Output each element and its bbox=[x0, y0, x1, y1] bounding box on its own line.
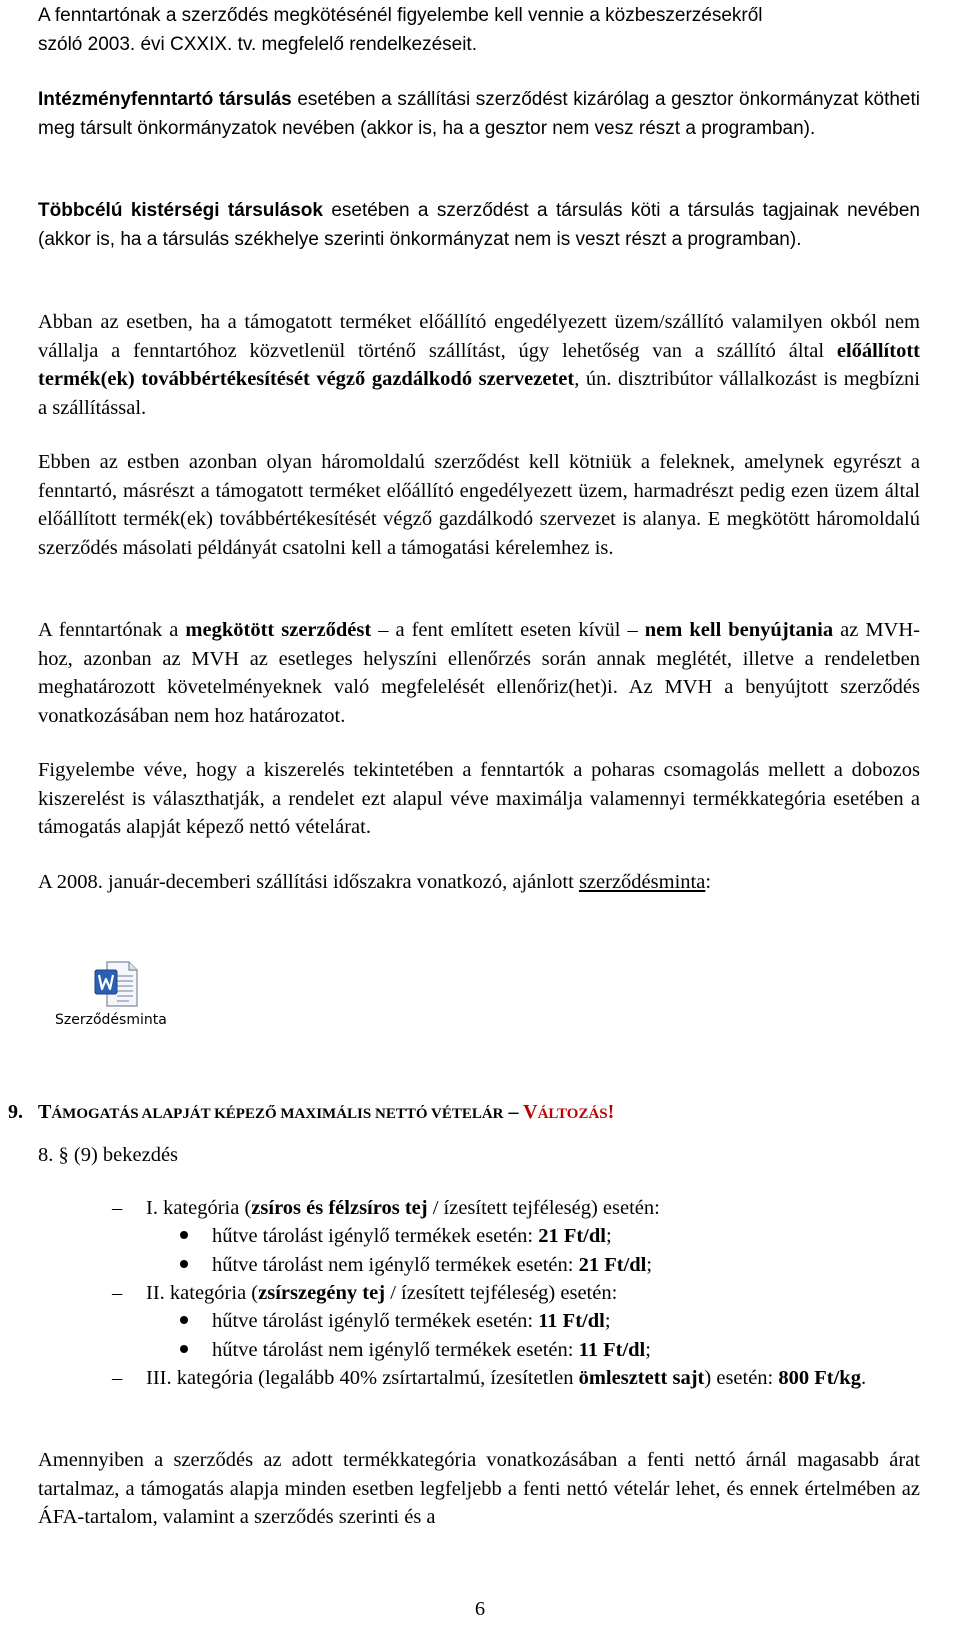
bullet-4-post: ; bbox=[645, 1339, 651, 1361]
category-3-pre: III. kategória (legalább 40% zsírtartalmú, ízesítetlen bbox=[146, 1367, 579, 1389]
category-2-bold: zsírszegény tej bbox=[258, 1282, 386, 1304]
p4-text2: , ún. disztribútor vállalkozást is megbízni a szállítással. bbox=[38, 368, 920, 419]
section-number: 9. bbox=[8, 1101, 23, 1123]
category-item-3 bbox=[112, 1364, 920, 1392]
p8-text: A 2008. január-decemberi szállítási időszakra vonatkozó, ajánlott bbox=[38, 871, 579, 893]
bullet-dot bbox=[180, 1316, 188, 1324]
change-cap: V bbox=[523, 1101, 538, 1123]
bullet-item-1 bbox=[180, 1222, 920, 1250]
paragraph-distributor bbox=[38, 308, 920, 422]
category-item-1 bbox=[112, 1194, 920, 1222]
category-3-bold: ömlesztett sajt bbox=[578, 1367, 705, 1389]
bullet-dot bbox=[180, 1231, 188, 1239]
p7-text: Figyelembe véve, hogy a kiszerelés tekintetében a fenntartók a poharas csomagolás mellett a dobozos kiszerelést is választhatják, a rendelet ezt alapul véve maximálja valamennyi termékkategória esetében a támogatás alapját képező nettó vételárat. bbox=[38, 759, 920, 838]
bullet-item-3 bbox=[180, 1307, 920, 1335]
category-3-post2: . bbox=[860, 1367, 867, 1389]
category-1-pre: I. kategória ( bbox=[146, 1197, 252, 1219]
p6-text2: – a fent említett eseten kívül – bbox=[371, 619, 645, 641]
paragraph-tripartite-contract bbox=[38, 448, 920, 562]
bullet-4-pre: hűtve tárolást nem igénylő termékek esetén: bbox=[212, 1339, 579, 1361]
section-title-dash: – bbox=[503, 1101, 524, 1123]
contract-template-attachment[interactable] bbox=[55, 960, 185, 1032]
category-3-post: ) esetén: bbox=[704, 1367, 779, 1389]
contract-template-link[interactable]: szerződésminta bbox=[578, 871, 706, 893]
category-1-post: / ízesített tejféleség) esetén: bbox=[427, 1197, 660, 1219]
section-title-cap: T bbox=[38, 1101, 52, 1123]
p8-tail: : bbox=[705, 871, 712, 893]
bullet-item-2 bbox=[180, 1251, 920, 1279]
bullet-3-bold: 11 Ft/dl bbox=[538, 1310, 605, 1332]
p6-bold1: megkötött szerződést bbox=[185, 619, 372, 641]
section-title-rest: ÁMOGATÁS ALAPJÁT KÉPEZŐ MAXIMÁLIS NETTÓ VÉTELÁR bbox=[51, 1106, 504, 1122]
bullet-3-post: ; bbox=[604, 1310, 611, 1332]
dash-marker: – bbox=[112, 1197, 123, 1219]
dash-marker: – bbox=[112, 1282, 123, 1304]
bullet-2-post: ; bbox=[646, 1254, 653, 1276]
change-rest: ÁLTOZÁS bbox=[537, 1106, 608, 1122]
bullet-2-pre: hűtve tárolást nem igénylő termékek esetén: bbox=[212, 1254, 579, 1276]
attachment-label[interactable]: Szerződésminta bbox=[55, 1012, 167, 1028]
p3-bold: Többcélú kistérségi társulások bbox=[38, 200, 323, 221]
p3-rest: esetében a szerződést a társulás köti a társulás tagjainak nevében (akkor is, ha a társulás székhelye szerinti önkormányzat nem is veszt részt a programban). bbox=[38, 200, 920, 250]
change-bang: ! bbox=[607, 1101, 615, 1123]
category-2-post: / ízesített tejféleség) esetén: bbox=[385, 1282, 618, 1304]
p4-bold: előállított termék(ek) továbbértékesítését végző gazdálkodó szervezetet bbox=[38, 339, 920, 390]
paragraph-contract-template bbox=[38, 868, 920, 897]
p9-text: Amennyiben a szerződés az adott termékkategória vonatkozásában a fenti nettó árnál magasabb árat tartalmaz, a támogatás alapja minden esetben legfeljebb a fenti nettó vételár lehet, és ennek értelmében az ÁFA-tartalom, valamint a szerződés szerinti és a bbox=[38, 1449, 920, 1528]
paragraph-reference: 8. § (9) bekezdés bbox=[38, 1144, 179, 1166]
category-item-2 bbox=[112, 1279, 920, 1307]
paragraph-higher-price bbox=[38, 1446, 920, 1532]
p2-bold: Intézményfenntartó társulás bbox=[38, 89, 292, 110]
paragraph-public-procurement bbox=[38, 2, 920, 59]
bullet-dot bbox=[180, 1345, 188, 1353]
bullet-4-bold: 11 Ft/dl bbox=[578, 1339, 646, 1361]
bullet-1-pre: hűtve tárolást igénylő termékek esetén: bbox=[212, 1225, 539, 1247]
bullet-dot bbox=[180, 1260, 188, 1268]
paragraph-multipurpose-association bbox=[38, 197, 920, 254]
paragraph-institutional-association bbox=[38, 86, 920, 143]
section-heading bbox=[8, 1098, 928, 1128]
p6-text3: az MVH-hoz, azonban az MVH az esetleges helyszíni ellenőrzés során annak meglétét, illetve a rendeletben meghatározott követelményeknek való megfelelését ellenőriz(het)i. Az MVH a benyújtott szerződés vonatkozásában nem hoz határozatot. bbox=[38, 619, 920, 727]
bullet-1-post: ; bbox=[605, 1225, 612, 1247]
p5-text: Ebben az estben azonban olyan háromoldalú szerződést kell kötniük a feleknek, amelynek egyrészt a fenntartó, másrészt a támogatott terméket előállító engedélyezett üzem, harmadrészt pedig ezen üzem által előállított termék(ek) továbbértékesítését végző gazdálkodó szervezet is alanya. E megkötött háromoldalú szerződés másolati példányát csatolni kell a támogatási kérelemhez is. bbox=[38, 451, 920, 559]
bullet-1-bold: 21 Ft/dl bbox=[538, 1225, 606, 1247]
bullet-3-pre: hűtve tárolást igénylő termékek esetén: bbox=[212, 1310, 539, 1332]
p4-text1: Abban az esetben, ha a támogatott terméket előállító engedélyezett üzem/szállító valamilyen okból nem vállalja a fenntartóhoz közvetlenül történő szállítást, úgy lehetőség van a szállító által bbox=[38, 311, 920, 362]
category-3-price: 800 Ft/kg bbox=[778, 1367, 861, 1389]
dash-marker: – bbox=[112, 1367, 123, 1389]
bullet-2-bold: 21 Ft/dl bbox=[578, 1254, 647, 1276]
page-number: 6 bbox=[474, 1598, 486, 1620]
p2-rest: esetében a szállítási szerződést kizárólag a gesztor önkormányzat kötheti meg társult önkormányzatok nevében (akkor is, ha a gesztor nem vesz részt a programban). bbox=[38, 89, 920, 139]
word-document-icon[interactable] bbox=[93, 960, 139, 1008]
p1-line1: A fenntartónak a szerződés megkötésénél figyelembe kell vennie a közbeszerzésekről bbox=[38, 5, 763, 26]
category-1-bold: zsíros és félzsíros tej bbox=[251, 1197, 428, 1219]
paragraph-contract-submission bbox=[38, 616, 920, 730]
p6-bold2: nem kell benyújtania bbox=[644, 619, 834, 641]
p1-line2: szóló 2003. évi CXXIX. tv. megfelelő rendelkezéseit. bbox=[38, 33, 477, 55]
paragraph-packaging bbox=[38, 756, 920, 842]
category-2-pre: II. kategória ( bbox=[146, 1282, 259, 1304]
bullet-item-4 bbox=[180, 1336, 920, 1364]
p6-text1: A fenntartónak a bbox=[38, 619, 186, 641]
